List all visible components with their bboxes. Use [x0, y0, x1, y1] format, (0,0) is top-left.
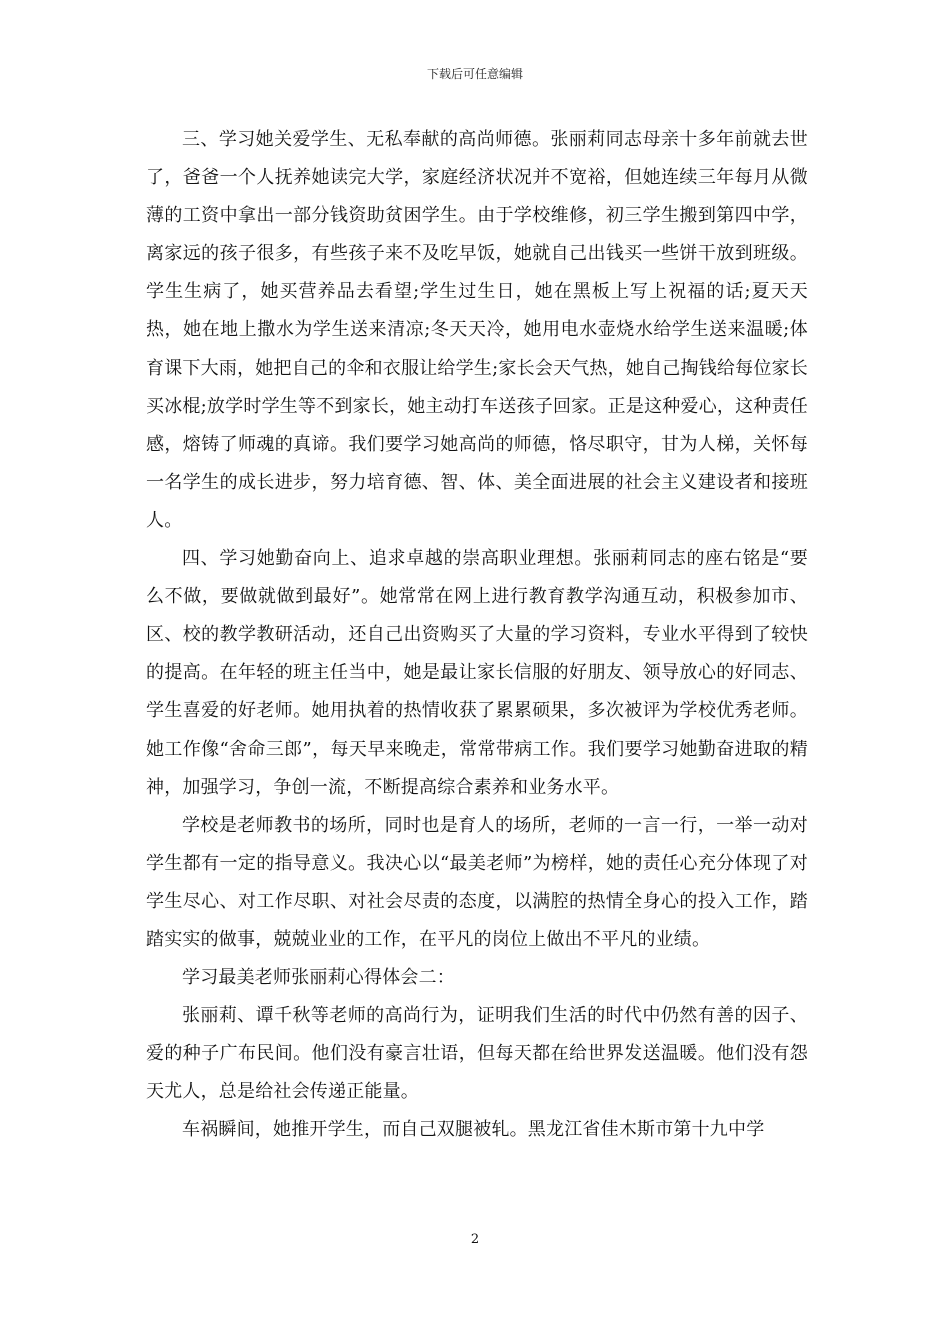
paragraph-section-four: 四、学习她勤奋向上、追求卓越的崇高职业理想。张丽莉同志的座右铭是“要么不做，要做就做到最好”。她常常在网上进行教育教学沟通互动，积极参加市、区、校的教学教研活动，还自己出资购买了大量的学习资料，专业水平得到了较快的提高。在年轻的班主任当中，她是最让家长信服的好朋友、领导放心的好同志、学生喜爱的好老师。她用执着的热情收获了累累硕果，多次被评为学校优秀老师。她工作像“舍命三郎”，每天早来晚走，常常带病工作。我们要学习她勤奋进取的精神，加强学习，争创一流，不断提高综合素养和业务水平。	[146, 548, 808, 798]
section-heading-part-two: 学习最美老师张丽莉心得体会二：	[182, 967, 455, 989]
page-number: 2	[470, 1232, 480, 1247]
page-header: 下载后可任意编辑	[426, 67, 523, 81]
paragraph-conclusion: 学校是老师教书的场所，同时也是育人的场所，老师的一言一行，一举一动对学生都有一定的指导意义。我决心以“最美老师”为榜样，她的责任心充分体现了对学生尽心、对工作尽职、对社会尽责的态度，以满腔的热情全身心的投入工作，踏踏实实的做事，兢兢业业的工作，在平凡的岗位上做出不平凡的业绩。	[146, 814, 808, 950]
paragraph-part-two-accident: 车祸瞬间，她推开学生，而自己双腿被轧。黑龙江省佳木斯市第十九中学	[182, 1119, 765, 1141]
document-body	[146, 121, 808, 1150]
paragraph-section-three: 三、学习她关爱学生、无私奉献的高尚师德。张丽莉同志母亲十多年前就去世了，爸爸一个人抚养她读完大学，家庭经济状况并不宽裕，但她连续三年每月从微薄的工资中拿出一部分钱资助贫困学生。由于学校维修，初三学生搬到第四中学，离家远的孩子很多，有些孩子来不及吃早饭，她就自己出钱买一些饼干放到班级。学生生病了，她买营养品去看望;学生过生日，她在黑板上写上祝福的话;夏天天热，她在地上撒水为学生送来清凉;冬天天冷，她用电水壶烧水给学生送来温暖;体育课下大雨，她把自己的伞和衣服让给学生;家长会天气热，她自己掏钱给每位家长买冰棍;放学时学生等不到家长，她主动打车送孩子回家。正是这种爱心，这种责任感，熔铸了师魂的真谛。我们要学习她高尚的师德，恪尽职守，甘为人梯，关怀每一名学生的成长进步，努力培育德、智、体、美全面进展的社会主义建设者和接班人。	[146, 129, 808, 531]
paragraph-part-two-intro: 张丽莉、谭千秋等老师的高尚行为，证明我们生活的时代中仍然有善的因子、爱的种子广布民间。他们没有豪言壮语，但每天都在给世界发送温暖。他们没有怨天尤人，总是给社会传递正能量。	[146, 1005, 808, 1103]
